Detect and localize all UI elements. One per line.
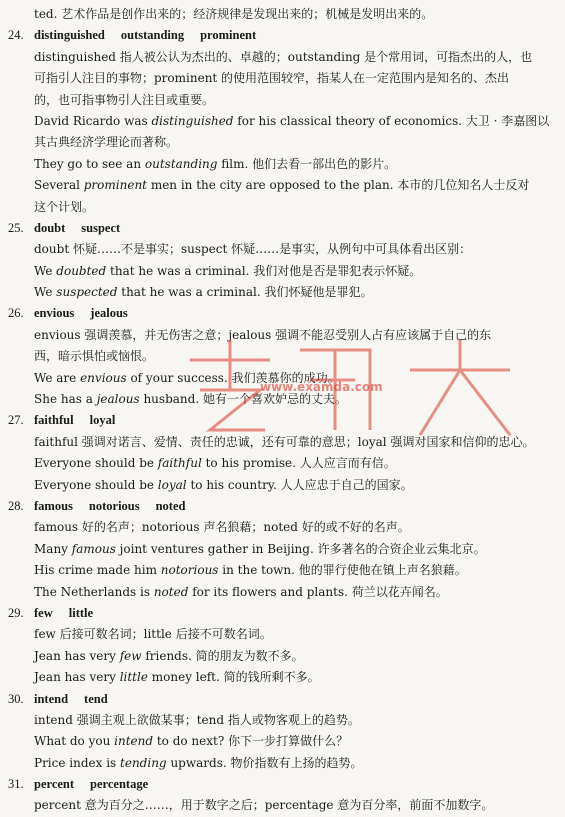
entry-heading bbox=[0, 603, 565, 624]
example-keyword: suspected bbox=[56, 285, 118, 300]
text-segment: 的，也可指事物引人注目或重要。 bbox=[34, 92, 215, 107]
text-segment: Everyone should be bbox=[34, 456, 158, 471]
entry-text-line bbox=[0, 282, 565, 303]
example-keyword: doubted bbox=[56, 263, 107, 278]
entry-text-line bbox=[0, 539, 565, 560]
entry-term: tend bbox=[84, 691, 108, 706]
entry-term: intend bbox=[34, 691, 69, 706]
text-segment: to his promise. 人人应言而有信。 bbox=[201, 456, 396, 471]
entry-term: percentage bbox=[90, 777, 149, 792]
entry-text-line bbox=[0, 389, 565, 410]
entry-heading bbox=[0, 496, 565, 517]
entry-text-line bbox=[0, 517, 565, 538]
text-segment: We bbox=[34, 285, 57, 300]
example-keyword: tending bbox=[120, 755, 167, 770]
entry-text-line bbox=[0, 197, 565, 218]
entry-text-line bbox=[0, 731, 565, 752]
text-segment: to do next? 你下一步打算做什么？ bbox=[153, 734, 349, 749]
top-line: ted. 艺术作品是创作出来的；经济规律是发现出来的；机械是发明出来的。 bbox=[34, 7, 434, 21]
entry-number: 24. bbox=[8, 28, 24, 43]
entry-text-line bbox=[0, 667, 565, 688]
entry-number: 27. bbox=[8, 413, 24, 428]
entry-text-line bbox=[0, 90, 565, 111]
text-segment: Many bbox=[34, 541, 72, 556]
entry-number: 25. bbox=[8, 220, 24, 235]
text-segment: We bbox=[34, 263, 57, 278]
entry-number: 31. bbox=[8, 777, 24, 792]
entry-term: outstanding bbox=[120, 28, 185, 43]
entry-text-line bbox=[0, 432, 565, 453]
entry-heading bbox=[0, 218, 565, 239]
text-segment: 其古典经济学理论而著称。 bbox=[34, 135, 179, 150]
entry-text-line bbox=[0, 346, 565, 367]
text-segment: 可指引人注目的事物；prominent 的使用范围较窄，指某人在一定范围内是知名的、杰出 bbox=[34, 71, 510, 86]
entry-text-line bbox=[0, 453, 565, 474]
text-segment: Everyone should be bbox=[34, 477, 158, 492]
entry-text-line bbox=[0, 325, 565, 346]
text-segment: 这个计划。 bbox=[34, 199, 95, 214]
entry-term: jealous bbox=[90, 306, 128, 321]
text-segment: David Ricardo was bbox=[34, 113, 152, 128]
entry-text-line bbox=[0, 239, 565, 260]
text-segment: The Netherlands is bbox=[34, 584, 154, 599]
text-segment: film. 他们去看一部出色的影片。 bbox=[217, 156, 397, 171]
entry-text-line bbox=[0, 261, 565, 282]
example-keyword: little bbox=[119, 670, 148, 685]
example-keyword: distinguished bbox=[151, 113, 234, 128]
text-segment: husband. 她有一个喜欢妒忌的丈夫。 bbox=[139, 392, 347, 407]
entry-heading bbox=[0, 25, 565, 46]
text-segment: for his classical theory of economics. 大卫 · 李嘉图以 bbox=[233, 113, 550, 128]
entry-heading bbox=[0, 689, 565, 710]
text-segment: in the town. 他的罪行使他在镇上声名狼藉。 bbox=[218, 563, 467, 578]
text-segment: Jean has very bbox=[34, 648, 120, 663]
text-segment: few 后接可数名词；little 后接不可数名词。 bbox=[34, 627, 272, 642]
text-segment: Jean has very bbox=[34, 670, 120, 685]
text-segment: What do you bbox=[34, 734, 115, 749]
example-keyword: famous bbox=[71, 541, 116, 556]
text-segment: His crime made him bbox=[34, 563, 161, 578]
entry-number: 29. bbox=[8, 605, 24, 620]
watermark-url: www.examda.com bbox=[260, 380, 383, 394]
entry-text-line bbox=[0, 132, 565, 153]
entry-term: faithful bbox=[34, 413, 74, 428]
text-segment: men in the city are opposed to the plan. 本市的几位知名人士反对 bbox=[147, 178, 530, 193]
entries-list bbox=[0, 25, 565, 816]
text-segment: distinguished 指人被公认为杰出的、卓越的；outstanding 是个常用词，可指杰出的人，也 bbox=[34, 49, 533, 64]
text-segment: doubt 怀疑……不是事实；suspect 怀疑……是事实，从例句中可具体看出区别： bbox=[34, 242, 472, 257]
text-segment: famous 好的名声；notorious 声名狼藉；noted 好的或不好的名声。 bbox=[34, 520, 410, 535]
entry-term: percent bbox=[34, 777, 75, 792]
entry-term: envious bbox=[34, 306, 75, 321]
entry-text-line bbox=[0, 582, 565, 603]
text-segment: envious 强调羡慕，并无伤害之意；jealous 强调不能忍受别人占有应该属于自己的东 bbox=[34, 327, 492, 342]
entry-text-line bbox=[0, 560, 565, 581]
text-segment: percent 意为百分之……，用于数字之后；percentage 意为百分率，前面不加数字。 bbox=[34, 798, 494, 813]
text-segment: for its flowers and plants. 荷兰以花卉闻名。 bbox=[188, 584, 448, 599]
example-keyword: jealous bbox=[96, 392, 140, 407]
entry-term: distinguished bbox=[34, 28, 105, 43]
text-segment: faithful 强调对诺言、爱情、责任的忠诚，还有可靠的意思；loyal 强调对国家和信仰的忠心。 bbox=[34, 434, 535, 449]
entry-term: few bbox=[34, 605, 53, 620]
entry-term: suspect bbox=[81, 220, 121, 235]
text-segment: 西，暗示惧怕或恼恨。 bbox=[34, 349, 155, 364]
entry-term: little bbox=[68, 605, 94, 620]
entry-term: notorious bbox=[88, 498, 140, 513]
entry-text-line bbox=[0, 624, 565, 645]
entry-text-line bbox=[0, 47, 565, 68]
entry-text-line bbox=[0, 154, 565, 175]
entry-number: 30. bbox=[8, 691, 24, 706]
example-keyword: outstanding bbox=[144, 156, 218, 171]
text-segment: Price index is bbox=[34, 755, 121, 770]
entry-term: noted bbox=[155, 498, 186, 513]
example-keyword: notorious bbox=[160, 563, 219, 578]
entry-term: doubt bbox=[34, 220, 66, 235]
example-keyword: prominent bbox=[83, 178, 147, 193]
example-keyword: noted bbox=[153, 584, 189, 599]
text-segment: money left. 简的钱所剩不多。 bbox=[147, 670, 320, 685]
entry-heading bbox=[0, 303, 565, 324]
text-segment: that he was a criminal. 我们对他是否是罪犯表示怀疑。 bbox=[106, 263, 422, 278]
entry-text-line bbox=[0, 646, 565, 667]
entry-number: 28. bbox=[8, 498, 24, 513]
entry-term: loyal bbox=[89, 413, 116, 428]
entry-term: prominent bbox=[200, 28, 257, 43]
text-segment: Several bbox=[34, 178, 84, 193]
text-segment: We are bbox=[34, 370, 81, 385]
text-segment: friends. 简的朋友为数不多。 bbox=[141, 648, 304, 663]
text-segment: intend 强调主观上欲做某事；tend 指人或物客观上的趋势。 bbox=[34, 712, 360, 727]
example-keyword: loyal bbox=[157, 477, 187, 492]
text-segment: She has a bbox=[34, 392, 97, 407]
example-keyword: few bbox=[119, 648, 142, 663]
entry-text-line bbox=[0, 175, 565, 196]
example-keyword: intend bbox=[114, 734, 154, 749]
text-segment: They go to see an bbox=[34, 156, 145, 171]
text-segment: upwards. 物价指数有上扬的趋势。 bbox=[166, 755, 363, 770]
text-segment: joint ventures gather in Beijing. 许多著名的合资企业云集北京。 bbox=[115, 541, 486, 556]
entry-heading bbox=[0, 410, 565, 431]
entry-number: 26. bbox=[8, 306, 24, 321]
text-segment: that he was a criminal. 我们怀疑他是罪犯。 bbox=[117, 285, 373, 300]
entry-text-line bbox=[0, 753, 565, 774]
example-keyword: faithful bbox=[157, 456, 202, 471]
example-keyword: envious bbox=[80, 370, 127, 385]
entry-text-line bbox=[0, 795, 565, 816]
entry-term: famous bbox=[34, 498, 73, 513]
entry-text-line bbox=[0, 368, 565, 389]
entry-text-line bbox=[0, 68, 565, 89]
text-segment: of your success. 我们羡慕你的成功。 bbox=[126, 370, 340, 385]
entry-text-line bbox=[0, 710, 565, 731]
entry-heading bbox=[0, 774, 565, 795]
text-segment: to his country. 人人应忠于自己的国家。 bbox=[186, 477, 413, 492]
entry-text-line bbox=[0, 475, 565, 496]
entry-text-line bbox=[0, 111, 565, 132]
